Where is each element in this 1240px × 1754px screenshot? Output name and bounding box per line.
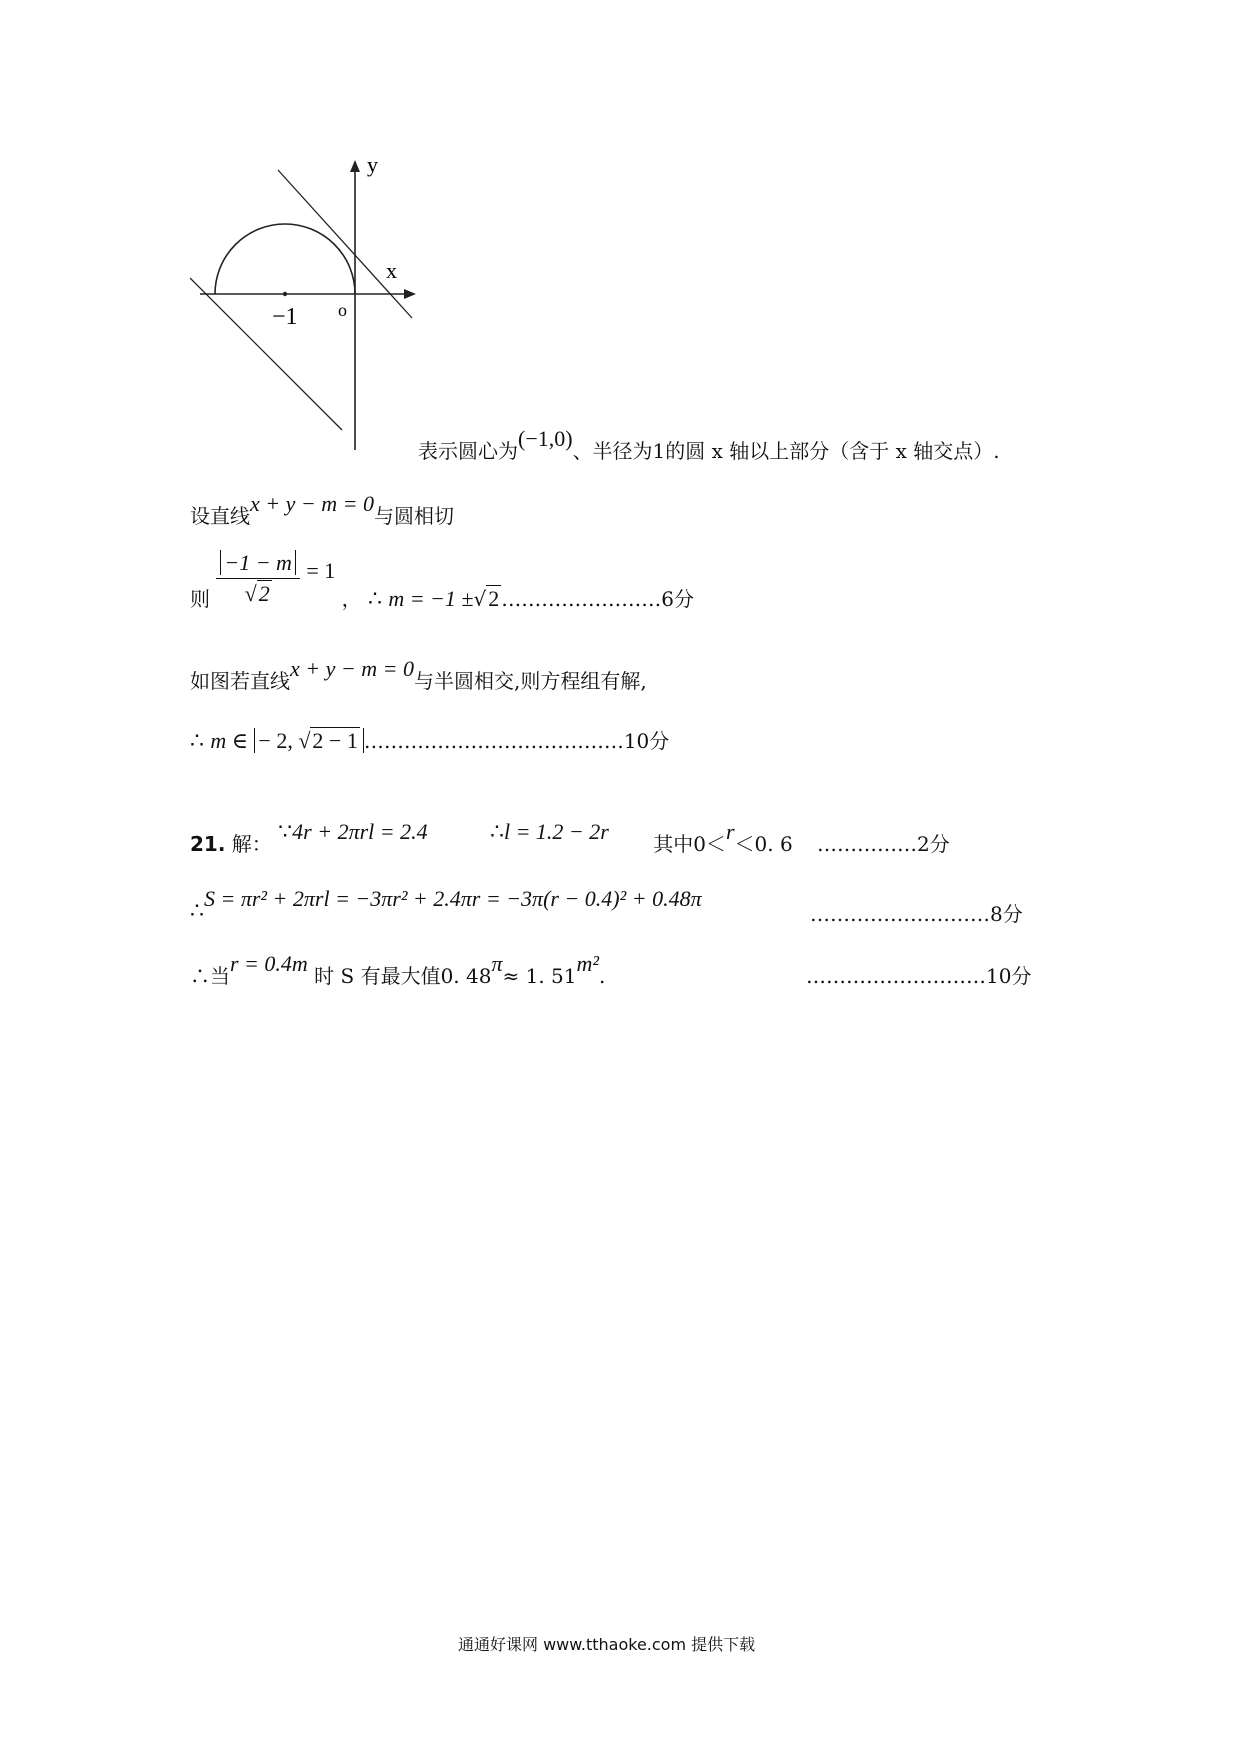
problem-21-area: ∴S = πr² + 2πrl = −3πr² + 2.4πr = −3π(r − 0.4)² + 0.48π (190, 886, 702, 923)
tangent-result: m = −1 ± (388, 586, 474, 611)
score-10-b: 10分 (986, 964, 1032, 988)
x-axis-arrow (404, 289, 416, 299)
center-point (283, 292, 287, 296)
y-axis-label: y (367, 160, 378, 177)
line-equation: x + y − m = 0 (250, 491, 374, 516)
score-8: 8分 (990, 902, 1023, 926)
score-2: 2分 (917, 832, 950, 856)
x-axis-label: x (386, 258, 397, 283)
origin-label: o (338, 300, 347, 320)
area-equation: S = πr² + 2πrl = −3πr² + 2.4πr = −3π(r − 0.4)² + 0.48π (204, 886, 702, 911)
problem-number: 21. (190, 832, 226, 856)
line-equation-2: x + y − m = 0 (290, 656, 414, 681)
center-point-text: (−1,0) (518, 426, 573, 451)
problem-21-line1: 21. 解： ∵4r + 2πrl = 2.4 ∴l = 1.2 − 2r 其中0＜r＜0. 6 ……………2分 (190, 819, 950, 856)
page-footer: 通通好课网 www.tthaoke.com 提供下载 (458, 1635, 756, 1654)
range-result: ∴ m ∈ − 2, √2 − 1 …………………………………10分 (190, 728, 670, 753)
semicircle-figure (190, 160, 430, 460)
tangent-setup: 设直线x + y − m = 0与圆相切 (190, 491, 454, 528)
y-axis-arrow (350, 160, 360, 172)
intersection-setup: 如图若直线x + y − m = 0与半圆相交,则方程组有解, (190, 656, 647, 693)
center-label: −1 (272, 304, 298, 330)
score-10: 10分 (623, 729, 670, 753)
semicircle (215, 224, 355, 294)
problem-21-max: ∴当r = 0.4m 时 S 有最大值0. 48π≈ 1. 51m². (190, 951, 606, 988)
distance-fraction: $\frac{-1 - m}{√2}$ (216, 550, 300, 607)
secant-line (190, 278, 342, 430)
problem-21-max-score: ………………………10分 (806, 964, 1032, 988)
tangent-line (278, 170, 412, 318)
problem-21-area-score: ………………………8分 (810, 902, 1023, 926)
circle-description: 表示圆心为(−1,0)、半径为1的圆 x 轴以上部分（含于 x 轴交点）. (418, 426, 1000, 463)
interval: − 2, √2 − 1 (254, 728, 363, 753)
tangent-condition: 则 $\frac{-1 - m}{√2}$ = 1 ， ∴ m = −1 ±√2 ……………………6分 (190, 550, 694, 611)
score-6: 6分 (661, 587, 694, 611)
